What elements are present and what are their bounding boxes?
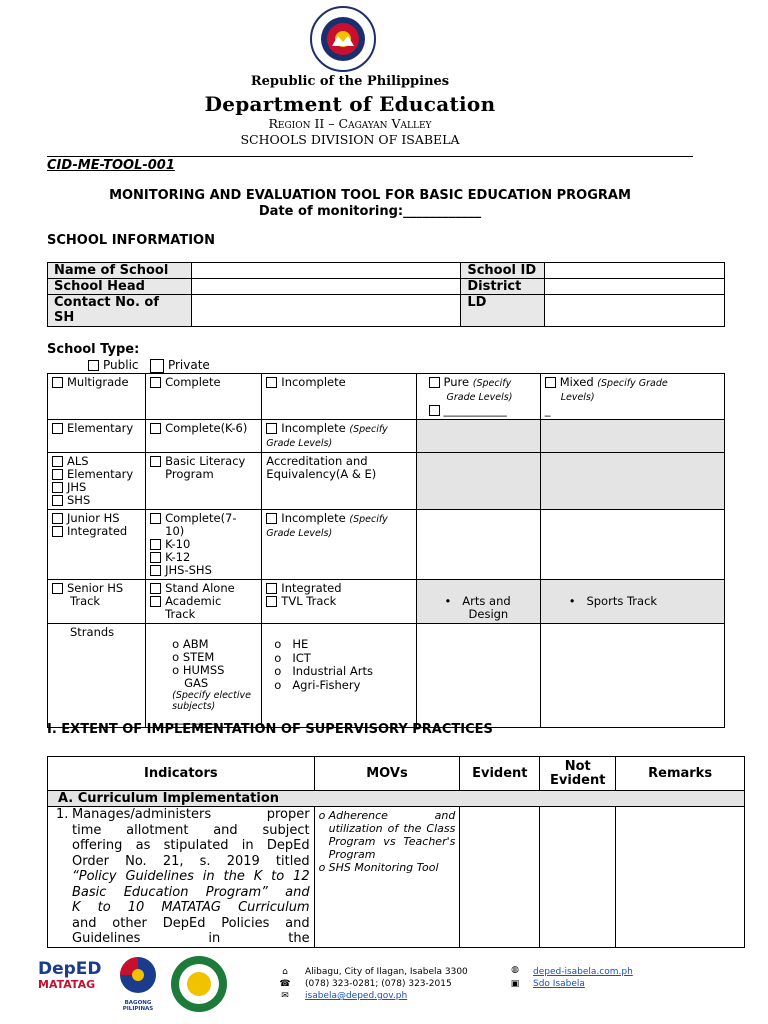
- section-1-heading: I. EXTENT OF IMPLEMENTATION OF SUPERVISORY PRACTICES: [47, 722, 493, 737]
- incomplete2-label: Incomplete: [281, 421, 346, 435]
- not-evident-1[interactable]: [540, 807, 616, 948]
- als-label: ALS: [67, 454, 89, 468]
- als-shs-label: SHS: [67, 493, 91, 507]
- indicators-table: [47, 756, 745, 948]
- bagong-pilipinas-text: BAGONG PILIPINAS: [122, 1000, 154, 1012]
- industrial-arts-item: o Industrial Arts: [274, 664, 373, 678]
- k12-label: K-12: [165, 550, 191, 564]
- private-checkbox[interactable]: [150, 359, 164, 373]
- incomplete3-checkbox[interactable]: [266, 513, 277, 524]
- complete-label: Complete: [165, 375, 221, 389]
- integrated2-label: Integrated: [281, 581, 342, 595]
- multigrade-cell: [48, 374, 146, 420]
- incomplete-label: Incomplete: [281, 375, 346, 389]
- col-remarks: Remarks: [616, 757, 745, 791]
- school-id-label: School ID: [461, 263, 545, 279]
- date-of-monitoring[interactable]: Date of monitoring:____________: [258, 204, 482, 219]
- abm-label: ABM: [182, 637, 209, 651]
- senior-hs-cell: [48, 580, 146, 624]
- location-icon: ⌂: [282, 967, 288, 977]
- col-indicators: Indicators: [48, 757, 315, 791]
- integrated2-cell: [262, 580, 416, 624]
- strands-empty-1: [416, 624, 540, 728]
- elementary-label: Elementary: [67, 421, 134, 435]
- als-empty-2: [540, 453, 724, 510]
- title-line-1: MONITORING AND EVALUATION TOOL FOR BASIC EDUCATION PROGRAM: [109, 188, 631, 203]
- indicator-1-line: Basic Education Program” and: [72, 884, 310, 900]
- mixed-cell: [540, 374, 724, 420]
- junior-empty-1: [416, 510, 540, 580]
- division-line: SCHOOLS DIVISION OF ISABELA: [240, 132, 460, 147]
- academic-label: Academic: [165, 594, 222, 608]
- col-not-evident-line1: Not: [564, 758, 591, 774]
- evident-1[interactable]: [460, 807, 540, 948]
- pure-note-2: Grade Levels): [446, 392, 513, 403]
- elective-note: (Specify elective: [172, 690, 251, 701]
- als-elem-checkbox[interactable]: [52, 469, 63, 480]
- deped-seal-logo: [310, 6, 376, 72]
- col-not-evident-line2: Evident: [550, 772, 606, 788]
- division-seal-logo: [170, 955, 228, 1013]
- k10-checkbox[interactable]: [150, 539, 161, 550]
- school-info-heading: SCHOOL INFORMATION: [47, 233, 215, 248]
- ae-label: Accreditation and: [266, 454, 368, 468]
- complete-checkbox[interactable]: [150, 377, 161, 388]
- mov-2: SHS Monitoring Tool: [328, 861, 439, 874]
- jhs-shs-label: JHS-SHS: [165, 563, 212, 577]
- als-elem-label: Elementary: [67, 467, 134, 481]
- basic-literacy-label: Basic Literacy: [165, 454, 246, 468]
- footer-address: Alibagu, City of Ilagan, Isabela 3300: [305, 967, 468, 977]
- indicator-1-line: “Policy Guidelines in the K to 12: [72, 869, 310, 884]
- complete-k6-label: Complete(K-6): [165, 421, 248, 435]
- stand-alone-checkbox[interactable]: [150, 583, 161, 594]
- deped-logo-text: DepED: [38, 959, 102, 979]
- complete-k6-cell: [146, 420, 262, 453]
- public-private-options: [88, 358, 210, 373]
- als-jhs-label: JHS: [67, 480, 87, 494]
- subsection-curriculum: A. Curriculum Implementation: [48, 791, 745, 807]
- pure-checkbox-2[interactable]: [429, 405, 440, 416]
- tool-code: CID-ME-TOOL-001: [47, 158, 175, 173]
- sports-label: Sports Track: [586, 594, 658, 608]
- department-name: Department of Education: [204, 92, 496, 116]
- humss-label: HUMSS: [182, 663, 225, 677]
- ae-label-2: Equivalency(A & E): [266, 467, 377, 481]
- als-jhs-checkbox[interactable]: [52, 482, 63, 493]
- humss-item: o HUMSS: [172, 663, 225, 677]
- globe-icon: ◍: [511, 965, 519, 975]
- incomplete2-cell: [262, 420, 416, 453]
- public-label: Public: [103, 358, 139, 372]
- phone-icon: ☎: [279, 979, 291, 989]
- indicator-1-line: Guidelines in the: [72, 931, 310, 946]
- abm-item: o ABM: [172, 637, 209, 651]
- ld-field[interactable]: [545, 295, 725, 327]
- contact-label-line1: Contact No. of: [54, 295, 160, 310]
- school-head-label: School Head: [48, 279, 192, 295]
- stem-label: STEM: [182, 650, 215, 664]
- school-info-table: [47, 262, 725, 327]
- school-id-field[interactable]: [545, 263, 725, 279]
- contact-label: [48, 295, 192, 327]
- arts-label-2: Design: [468, 607, 509, 621]
- republic-line: Republic of the Philippines: [250, 74, 450, 89]
- pure-cell: [416, 374, 540, 420]
- als-empty-1: [416, 453, 540, 510]
- elementary-cell: [48, 420, 146, 453]
- incomplete2-note-2: Grade Levels): [266, 438, 333, 449]
- ict-item: o ICT: [274, 650, 311, 665]
- junior-hs-checkbox[interactable]: [52, 513, 63, 524]
- multigrade-label: Multigrade: [67, 375, 129, 389]
- basic-literacy-cell: [146, 453, 262, 510]
- ict-label: ICT: [292, 650, 311, 665]
- track-label: Track: [70, 594, 101, 608]
- document-title: [47, 188, 693, 220]
- contact-field[interactable]: [191, 295, 461, 327]
- complete-7-10-label: Complete(7-: [165, 511, 237, 525]
- mixed-note-2: Levels): [560, 392, 595, 403]
- district-label: District: [461, 279, 545, 295]
- k10-label: K-10: [165, 537, 191, 551]
- complete-7-10-label-2: 10): [165, 524, 185, 538]
- agri-label: Agri-Fishery: [292, 677, 361, 692]
- complete-k6-checkbox[interactable]: [150, 423, 161, 434]
- indicator-1-text: [72, 807, 310, 947]
- strands-label: Strands: [70, 625, 115, 639]
- strands-cell: [48, 624, 146, 728]
- tvl-strands-cell: [262, 624, 416, 728]
- als-checkbox[interactable]: [52, 456, 63, 467]
- header-rule: [47, 156, 693, 157]
- incomplete3-label: Incomplete: [281, 511, 346, 525]
- col-not-evident: [540, 757, 616, 791]
- elementary-checkbox[interactable]: [52, 423, 63, 434]
- region-line: Region II – Cagayan Valley: [268, 116, 432, 131]
- incomplete2-note: (Specify: [349, 424, 388, 435]
- pure-blank[interactable]: ___________: [443, 403, 507, 417]
- school-head-field[interactable]: [191, 279, 461, 295]
- multigrade-checkbox[interactable]: [52, 377, 63, 388]
- footer-website[interactable]: deped-isabela.com.ph: [533, 967, 633, 977]
- contact-label-line2: SH: [54, 310, 75, 325]
- indicator-1-line: and other DepEd Policies and: [72, 915, 310, 931]
- public-checkbox[interactable]: [88, 360, 99, 371]
- incomplete2-checkbox[interactable]: [266, 423, 277, 434]
- indicator-1-line: time allotment and subject: [72, 822, 310, 838]
- elective-blank[interactable]: ________: [172, 711, 219, 725]
- senior-hs-label: Senior HS: [67, 581, 124, 595]
- stem-item: o STEM: [172, 650, 215, 664]
- mixed-label: Mixed: [559, 375, 594, 389]
- academic-label-2: Track: [165, 607, 196, 621]
- complete-7-10-checkbox[interactable]: [150, 513, 161, 524]
- matatag-logo-text: MATATAG: [38, 978, 96, 991]
- footer-phone: (078) 323-0281; (078) 323-2015: [305, 979, 452, 989]
- movs-1: o Adherence and utilization of the Class Program vs Teacher's Program o SHS Monitoring Tool: [314, 807, 460, 948]
- incomplete3-note: (Specify: [349, 514, 388, 525]
- mixed-checkbox[interactable]: [545, 377, 556, 388]
- integrated-label: Integrated: [67, 524, 128, 538]
- als-shs-checkbox[interactable]: [52, 495, 63, 506]
- elementary-empty-2: [540, 420, 724, 453]
- mixed-blank[interactable]: _: [544, 403, 551, 417]
- facebook-icon: ▣: [510, 979, 520, 989]
- he-label: HE: [292, 637, 309, 651]
- incomplete-checkbox[interactable]: [266, 377, 277, 388]
- stand-alone-label: Stand Alone: [165, 581, 235, 595]
- pure-note: (Specify: [472, 378, 512, 389]
- junior-hs-cell: [48, 510, 146, 580]
- name-of-school-field[interactable]: [191, 263, 461, 279]
- indicator-1-line: offering as stipulated in DepEd: [72, 838, 310, 853]
- mail-icon: ✉: [281, 991, 289, 1001]
- pure-checkbox[interactable]: [429, 377, 440, 388]
- academic-checkbox[interactable]: [150, 596, 161, 607]
- district-field[interactable]: [545, 279, 725, 295]
- indicator-1-line: Manages/administers proper: [72, 807, 310, 822]
- indicator-1-number: 1.: [56, 807, 69, 822]
- senior-hs-checkbox[interactable]: [52, 583, 63, 594]
- mixed-note: (Specify Grade: [597, 378, 668, 389]
- footer-facebook[interactable]: Sdo Isabela: [533, 979, 585, 989]
- private-label: Private: [167, 358, 210, 372]
- stand-alone-cell: [146, 580, 262, 624]
- indicator-1-line: K to 10 MATATAG Curriculum: [72, 900, 310, 915]
- name-of-school-label: Name of School: [48, 263, 192, 279]
- col-movs: MOVs: [314, 757, 460, 791]
- industrial-arts-label: Industrial Arts: [292, 664, 373, 678]
- indicator-1: [48, 807, 315, 948]
- he-item: o HE: [274, 637, 309, 651]
- junior-empty-2: [540, 510, 724, 580]
- elementary-empty-1: [416, 420, 540, 453]
- remarks-1[interactable]: [616, 807, 745, 948]
- als-cell: [48, 453, 146, 510]
- complete-cell: [146, 374, 262, 420]
- academic-strands-cell: [146, 624, 262, 728]
- basic-literacy-checkbox[interactable]: [150, 456, 161, 467]
- elective-note-2: subjects): [172, 701, 216, 712]
- sports-cell: • Sports Track: [540, 580, 724, 624]
- school-type-table: [47, 373, 725, 728]
- gas-label: GAS: [184, 676, 209, 690]
- strands-empty-2: [540, 624, 724, 728]
- basic-literacy-label-2: Program: [165, 467, 214, 481]
- agri-item: o Agri-Fishery: [274, 677, 361, 692]
- incomplete3-cell: [262, 510, 416, 580]
- tvl-label: TVL Track: [281, 594, 337, 608]
- indicator-1-line: Order No. 21, s. 2019 titled: [72, 853, 310, 869]
- tvl-checkbox[interactable]: [266, 596, 277, 607]
- k12-checkbox[interactable]: [150, 552, 161, 563]
- incomplete-cell: [262, 374, 416, 420]
- incomplete3-note-2: Grade Levels): [266, 528, 333, 539]
- ld-label: LD: [461, 295, 545, 327]
- complete-7-10-cell: [146, 510, 262, 580]
- arts-cell: • Arts and Design: [416, 580, 540, 624]
- deped-matatag-logo: [38, 960, 106, 992]
- footer-email[interactable]: isabela@deped.gov.ph: [305, 991, 408, 1001]
- mov-1: Adherence and utilization of the Class Program vs Teacher's Program: [328, 809, 456, 861]
- pure-label: Pure: [443, 375, 470, 389]
- arts-label: Arts and: [462, 594, 511, 608]
- ae-cell: [262, 453, 416, 510]
- integrated2-checkbox[interactable]: [266, 583, 277, 594]
- school-type-heading: School Type:: [47, 342, 140, 357]
- col-evident: Evident: [460, 757, 540, 791]
- bagong-pilipinas-logo: [110, 955, 166, 999]
- integrated-checkbox[interactable]: [52, 526, 63, 537]
- jhs-shs-checkbox[interactable]: [150, 565, 161, 576]
- junior-hs-label: Junior HS: [67, 511, 120, 525]
